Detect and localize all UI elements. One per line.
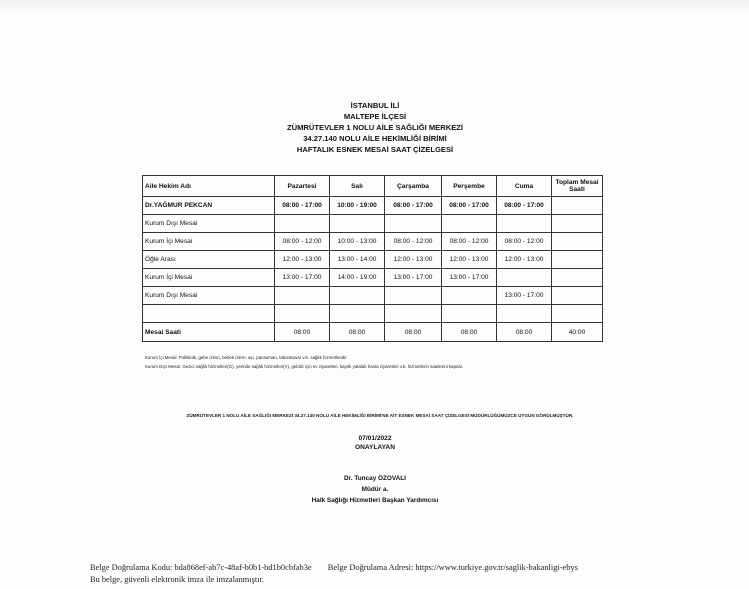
- header-unit: 34.27.140 NOLU AİLE HEKİMLİĞİ BİRİMİ: [303, 134, 447, 143]
- table-cell: [552, 251, 603, 269]
- table-cell: [497, 305, 552, 323]
- col-header-monday: Pazartesi: [275, 176, 330, 197]
- table-cell: [275, 215, 330, 233]
- table-row: [143, 269, 603, 287]
- table-row: [143, 305, 603, 323]
- table-cell: 13:00 - 17:00: [275, 269, 330, 287]
- col-header-total: Toplam Mesai Saati: [552, 176, 603, 197]
- table-cell: [442, 305, 497, 323]
- table-cell: 08:00 - 12:00: [275, 233, 330, 251]
- table-cell: 13:00 - 14:00: [330, 251, 385, 269]
- table-header-row: [143, 176, 603, 197]
- table-cell: 08:00 - 17:00: [442, 197, 497, 215]
- approval-statement: ZÜMRÜTEVLER 1 NOLU AİLE SAĞLIĞI MERKEZİ 34.27.140 NOLU AİLE HEKİMLİĞİ BİRİMİ'NE AİT ESNEK MESAİ SAAT ÇİZELGESİ MÜDÜRLÜĞÜMÜZCE UYGUN GÖRÜLMÜŞTÜR.: [186, 413, 574, 418]
- note-internal: Kurum İçi Mesai: Poliklinik, gebe izlem, bebek izlem, aşı, pansuman, laboratuvar v.b. sağlık hizmetleridir.: [145, 355, 348, 360]
- table-cell: [275, 305, 330, 323]
- row-label: Öğle Arası: [143, 251, 275, 269]
- table-cell: [552, 197, 603, 215]
- row-label: Dr.YAĞMUR PEKCAN: [143, 197, 275, 215]
- table-cell: [442, 215, 497, 233]
- signer-title: Müdür a.: [361, 486, 389, 493]
- summary-cell: 08:00: [275, 323, 330, 342]
- table-cell: 14:00 - 19:00: [330, 269, 385, 287]
- table-cell: [385, 305, 442, 323]
- summary-cell: 08:00: [442, 323, 497, 342]
- approval-date-block: [300, 434, 450, 452]
- table-cell: [552, 287, 603, 305]
- table-cell: [497, 215, 552, 233]
- verification-address: Belge Doğrulama Adresi: https://www.turkiye.gov.tr/saglik-bakanligi-ebys: [327, 563, 578, 572]
- col-header-tuesday: Salı: [330, 176, 385, 197]
- row-label: [143, 305, 275, 323]
- summary-cell: 08:00: [497, 323, 552, 342]
- table-cell: [330, 287, 385, 305]
- table-cell: 12:00 - 13:00: [275, 251, 330, 269]
- table-cell: [385, 215, 442, 233]
- header-center: ZÜMRÜTEVLER 1 NOLU AİLE SAĞLIĞI MERKEZİ: [286, 123, 464, 132]
- document-header: [180, 100, 570, 155]
- header-title: HAFTALIK ESNEK MESAİ SAAT ÇİZELGESİ: [296, 145, 454, 154]
- table-cell: [552, 233, 603, 251]
- table-cell: 10:00 - 19:00: [330, 197, 385, 215]
- table-row: [143, 215, 603, 233]
- table-cell: [330, 305, 385, 323]
- table-cell: 13:00 - 17:00: [442, 269, 497, 287]
- table-cell: 10:00 - 13:00: [330, 233, 385, 251]
- verification-code: Belge Doğrulama Kodu: bda868ef-ab7c-48af-b0b1-bd1b0cbfab3e: [90, 563, 312, 572]
- row-label: Kurum İçi Mesai: [143, 233, 275, 251]
- table-row: [143, 233, 603, 251]
- signer-name: Dr. Tuncay ÖZOVALI: [344, 475, 406, 482]
- table-cell: [552, 269, 603, 287]
- table-cell: [442, 287, 497, 305]
- row-label: Kurum İçi Mesai: [143, 269, 275, 287]
- table-cell: [275, 287, 330, 305]
- col-header-thursday: Perşembe: [442, 176, 497, 197]
- header-district: MALTEPE İLÇESİ: [343, 112, 407, 121]
- table-cell: [552, 215, 603, 233]
- table-cell: 12:00 - 13:00: [442, 251, 497, 269]
- signer-position: Halk Sağlığı Hizmetleri Başkan Yardımcısı: [311, 497, 439, 504]
- table-cell: 12:00 - 13:00: [385, 251, 442, 269]
- scan-edge: [0, 0, 749, 14]
- definitions-notes: [145, 353, 625, 371]
- table-cell: 08:00 - 12:00: [497, 233, 552, 251]
- table-cell: [330, 215, 385, 233]
- table-row: [143, 287, 603, 305]
- signature-block: [260, 473, 490, 506]
- summary-label: Mesai Saati: [143, 323, 275, 342]
- table-cell: 08:00 - 17:00: [275, 197, 330, 215]
- table-cell: [385, 287, 442, 305]
- approval-date: 07/01/2022: [358, 435, 392, 442]
- col-header-friday: Cuma: [497, 176, 552, 197]
- table-cell: [497, 269, 552, 287]
- col-header-doctor: Aile Hekim Adı: [143, 176, 275, 197]
- note-external: Kurum Dışı Mesai: Gezici sağlık hizmetleri(G), yerinde sağlık hizmetleri(Y), gebiliz için ev ziyaretleri, kayıtlı yatalak hasta ziyaretleri v.b. hizmetlerin saatlerini kapsar.: [145, 364, 464, 369]
- table-cell: 08:00 - 17:00: [385, 197, 442, 215]
- summary-cell: 08:00: [330, 323, 385, 342]
- table-cell: 13:00 - 17:00: [497, 287, 552, 305]
- summary-total-cell: 40:00: [552, 323, 603, 342]
- table-cell: 08:00 - 17:00: [497, 197, 552, 215]
- document-footer: [90, 562, 730, 589]
- header-province: İSTANBUL İLİ: [350, 101, 400, 110]
- table-cell: 12:00 - 13:00: [497, 251, 552, 269]
- table-cell: [552, 305, 603, 323]
- table-row: [143, 251, 603, 269]
- table-row: [143, 197, 603, 215]
- schedule-table: [142, 175, 603, 342]
- row-label: Kurum Dışı Mesai: [143, 287, 275, 305]
- col-header-wednesday: Çarşamba: [385, 176, 442, 197]
- summary-row: [143, 323, 603, 342]
- table-cell: 08:00 - 12:00: [385, 233, 442, 251]
- summary-cell: 08:00: [385, 323, 442, 342]
- table-cell: 08:00 - 12:00: [442, 233, 497, 251]
- table-cell: 13:00 - 17:00: [385, 269, 442, 287]
- esignature-note: Bu belge, güvenli elektronik imza ile imzalanmıştır.: [90, 575, 264, 584]
- row-label: Kurum Dışı Mesai: [143, 215, 275, 233]
- approval-status: ONAYLAYAN: [355, 444, 395, 451]
